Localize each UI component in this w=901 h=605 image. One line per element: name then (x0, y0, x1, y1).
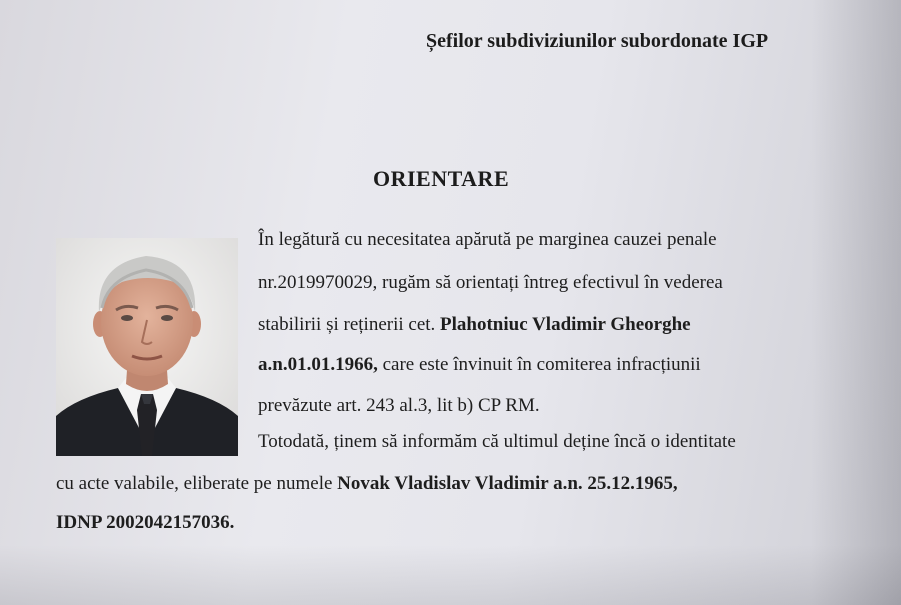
suspect-photo (56, 238, 238, 456)
text-segment: cu acte valabile, eliberate pe numele (56, 473, 333, 494)
paragraph-1-line-2: nr.2019970029, rugăm să orientați întreg efectivul în vederea (258, 272, 723, 293)
alias-name: Novak Vladislav Vladimir a.n. 25.12.1965, (337, 473, 678, 494)
text-segment: care este învinuit în comiterea infracțiunii (382, 354, 701, 375)
page-shadow-right (811, 0, 901, 605)
suspect-birth-date: a.n.01.01.1966, (258, 354, 378, 375)
paragraph-2-line-2 (56, 473, 678, 495)
idnp-number: IDNP 2002042157036. (56, 512, 235, 533)
addressee-line: Șefilor subdiviziunilor subordonate IGP (426, 30, 769, 52)
paragraph-1-line-5: prevăzute art. 243 al.3, lit b) CP RM. (258, 395, 540, 416)
paragraph-1-line-4 (258, 354, 701, 376)
suspect-name: Plahotniuc Vladimir Gheorghe (440, 314, 691, 335)
paragraph-1-line-3 (258, 314, 691, 336)
document-title: ORIENTARE (373, 166, 510, 191)
paragraph-2-line-1: Totodată, ținem să informăm că ultimul deține încă o identitate (258, 431, 736, 452)
suspect-portrait-image (56, 238, 238, 456)
page-shadow-bottom (0, 545, 901, 605)
paragraph-1-line-1: În legătură cu necesitatea apărută pe marginea cauzei penale (258, 229, 717, 250)
text-segment: stabilirii și reținerii cet. (258, 314, 436, 335)
paragraph-2-line-3 (56, 512, 234, 534)
